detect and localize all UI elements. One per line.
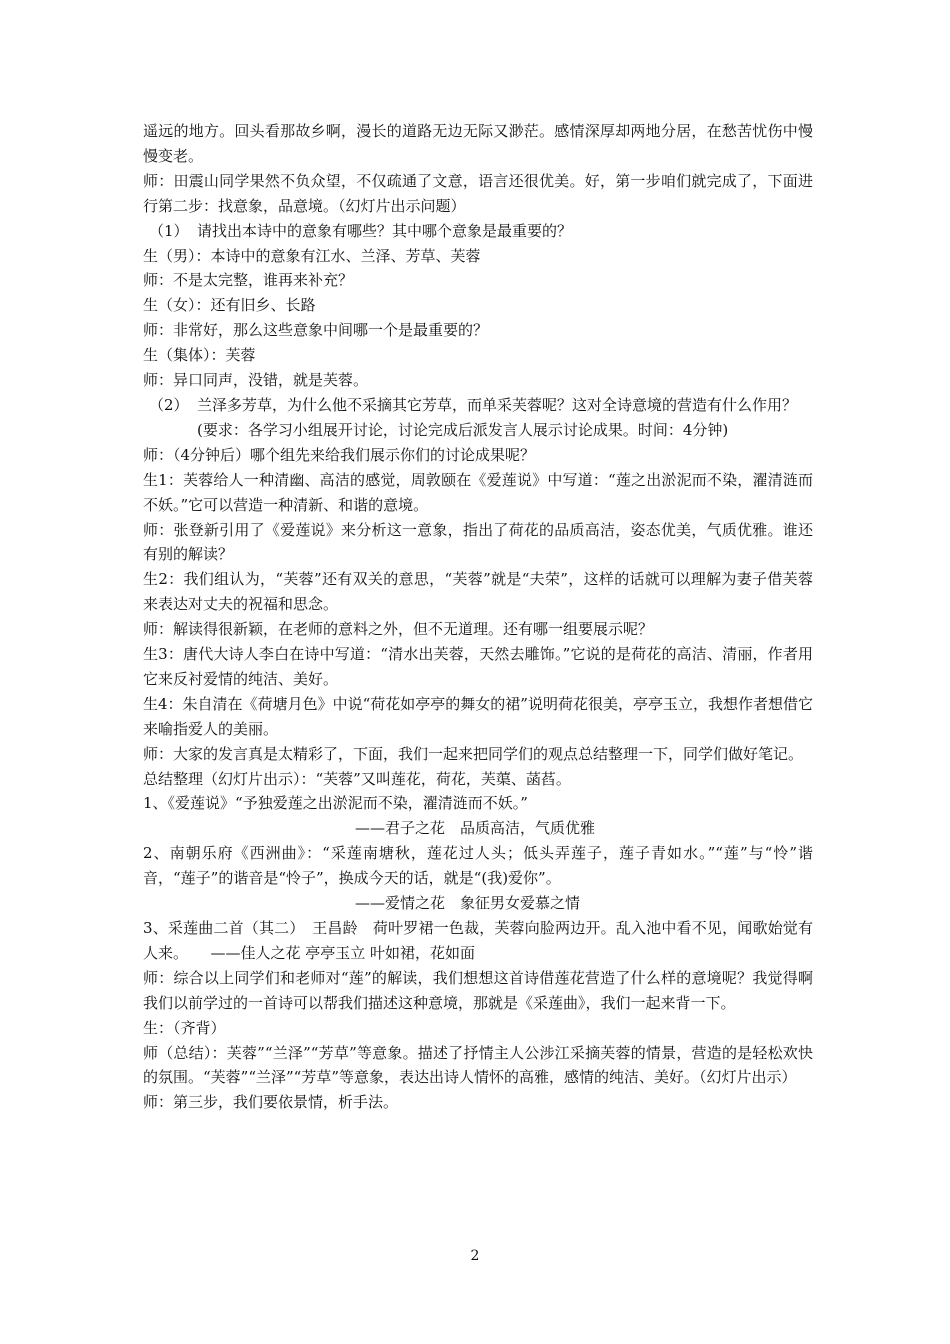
dialogue-line: 师：张登新引用了《爱莲说》来分析这一意象，指出了荷花的品质高洁，姿态优美，气质优雅。谁还有别的解读？ <box>143 520 813 564</box>
summary-heading: 总结整理（幻灯片出示）：“芙蓉”又叫莲花，荷花，芙蕖、菡萏。 <box>143 769 571 788</box>
summary-note: ——君子之花 品质高洁，气质优雅 <box>355 819 596 838</box>
summary-item: 1、《爱莲说》“予独爱莲之出淤泥而不染，濯清涟而不妖。” <box>143 794 528 813</box>
dialogue-line: 师：大家的发言真是太精彩了，下面，我们一起来把同学们的观点总结整理一下，同学们做好笔记。 <box>143 744 804 763</box>
summary-note: ——爱情之花 象征男女爱慕之情 <box>355 894 581 913</box>
dialogue-line: 师：不是太完整，谁再来补充？ <box>143 271 354 290</box>
question-item <box>143 219 813 244</box>
dialogue-line: 师：解读得很新颖，在老师的意料之外，但不无道理。还有哪一组要展示呢？ <box>143 620 654 639</box>
dialogue-line: 生4：朱自清在《荷塘月色》中说“荷花如亭亭的舞女的裙”说明荷花很美，亭亭玉立，我想作者想借它来喻指爱人的美丽。 <box>143 694 813 738</box>
paragraph: 遥远的地方。回头看那故乡啊，漫长的道路无边无际又渺茫。感情深厚却两地分居，在愁苦忧伤中慢慢变老。 <box>143 122 813 165</box>
dialogue-line: 生1：芙蓉给人一种清幽、高洁的感觉，周敦颐在《爱莲说》中写道：“莲之出淤泥而不染，濯清涟而不妖。”它可以营造一种清新、和谐的意境。 <box>143 470 813 514</box>
question-text: 请找出本诗中的意象有哪些？其中哪个意象是最重要的？ <box>197 221 573 240</box>
dialogue-line: 师：第三步，我们要依景情，析手法。 <box>143 1093 399 1112</box>
question-text: 兰泽多芳草，为什么他不采摘其它芳草，而单采芙蓉呢？这对全诗意境的营造有什么作用？(要求：各学习小组展开讨论，讨论完成后派发言人展示讨论成果。时间：4分钟) <box>197 395 798 439</box>
summary-item: 2、南朝乐府《西洲曲》：“采莲南塘秋，莲花过人头；低头弄莲子，莲子青如水。”“莲”与“怜”谐音，“莲子”的谐音是“怜子”，换成今天的话，就是“(我)爱你”。 <box>143 844 813 888</box>
dialogue-line: 生3：唐代大诗人李白在诗中写道：“清水出芙蓉，天然去雕饰。”它说的是荷花的高洁、清丽，作者用它来反衬爱情的纯洁、美好。 <box>143 645 813 688</box>
document-body <box>143 119 813 1115</box>
dialogue-line: 师：（4分钟后）哪个组先来给我们展示你们的讨论成果呢？ <box>143 445 536 464</box>
dialogue-line: 生2：我们组认为，“芙蓉”还有双关的意思，“芙蓉”就是“夫荣”，这样的话就可以理解为妻子借芙蓉来表达对丈夫的祝福和思念。 <box>143 570 813 614</box>
dialogue-line: 师（总结）：芙蓉”“兰泽”“芳草”等意象。描述了抒情主人公涉江采摘芙蓉的情景，营造的是轻松欢快的氛围。“芙蓉”“兰泽”“芳草”等意象，表达出诗人情怀的高雅，感情的纯洁、美好。（幻灯片出示） <box>143 1043 813 1087</box>
question-number: （2） <box>149 395 189 414</box>
dialogue-line: 师：异口同声，没错，就是芙蓉。 <box>143 371 369 390</box>
page-number: 2 <box>470 1248 480 1264</box>
question-number: （1） <box>149 221 189 240</box>
paragraph: 师：田震山同学果然不负众望，不仅疏通了文意，语言还很优美。好，第一步咱们就完成了，下面进行第二步：找意象，品意境。（幻灯片出示问题） <box>143 171 813 215</box>
dialogue-line: 生：（齐背） <box>143 1018 226 1037</box>
dialogue-line: 生（女）：还有旧乡、长路 <box>143 296 316 315</box>
dialogue-line: 生（男）：本诗中的意象有江水、兰泽、芳草、芙蓉 <box>143 246 481 265</box>
summary-item: 3、采莲曲二首（其二） 王昌龄 荷叶罗裙一色裁，芙蓉向脸两边开。乱入池中看不见，闻歌始觉有人来。 ——佳人之花 亭亭玉立 叶如裙，花如面 <box>143 919 813 962</box>
dialogue-line: 生（集体）：芙蓉 <box>143 346 256 365</box>
dialogue-line: 师：综合以上同学们和老师对“莲”的解读，我们想想这首诗借莲花营造了什么样的意境呢？我觉得啊我们以前学过的一首诗可以帮我们描述这种意境，那就是《采莲曲》，我们一起来背一下。 <box>143 968 813 1012</box>
question-item <box>143 393 813 443</box>
dialogue-line: 师：非常好，那么这些意象中间哪一个是最重要的？ <box>143 321 489 340</box>
